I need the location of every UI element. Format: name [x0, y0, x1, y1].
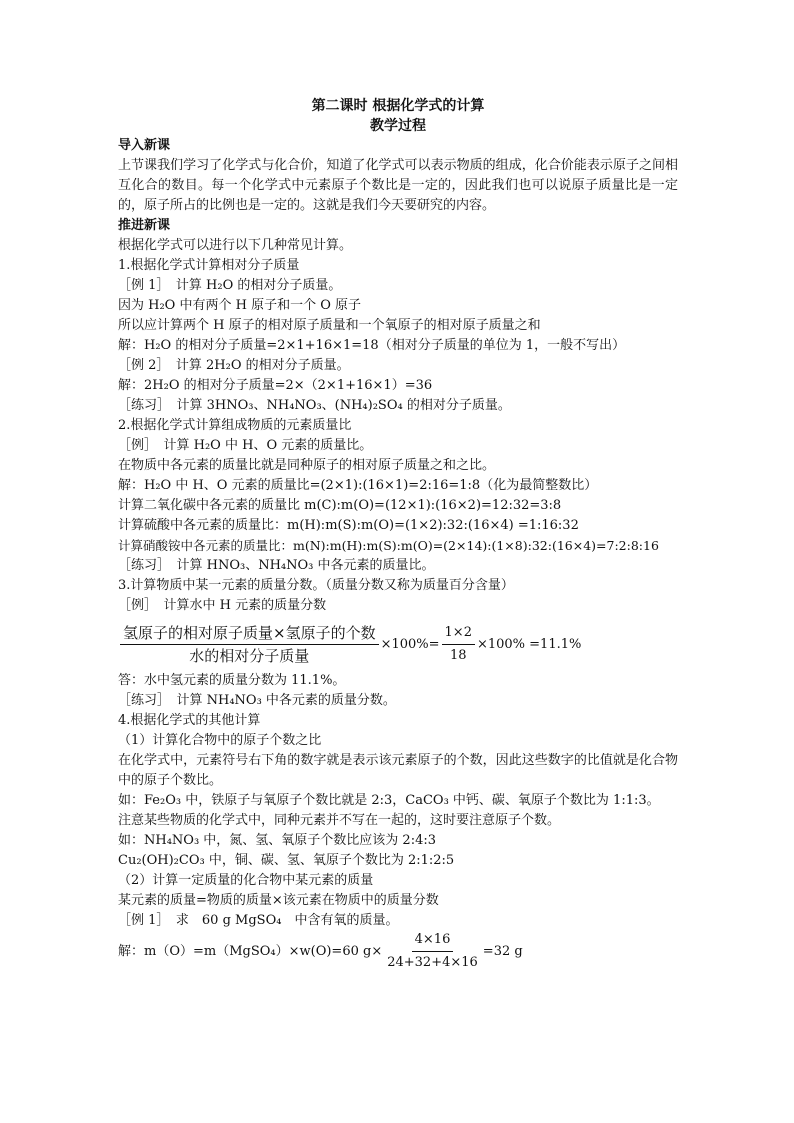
s1-example-1: ［例 1］ 计算 H₂O 的相对分子质量。 [118, 278, 342, 293]
s1-line-4: 解：2H₂O 的相对分子质量=2×（2×1+16×1）=36 [118, 378, 433, 393]
s2-example: ［例］ 计算 H₂O 中 H、O 元素的质量比。 [118, 438, 373, 453]
s1-line-1: 因为 H₂O 中有两个 H 原子和一个 O 原子 [118, 298, 361, 313]
s1-line-3: 解：H₂O 的相对分子质量=2×1+16×1=18（相对分子质量的单位为 1，一般不写出） [118, 338, 626, 353]
document-title: 第二课时 根据化学式的计算 [311, 98, 485, 114]
s1-practice: ［练习］ 计算 3HNO₃、NH₄NO₃、(NH₄)₂SO₄ 的相对分子质量。 [118, 398, 511, 413]
s4-text-2: 如：Fe₂O₃ 中，铁原子与氧原子个数比就是 2:3，CaCO₃ 中钙、碳、氧原子个数比为 1:1:3。 [118, 793, 660, 808]
s4-example: ［例 1］ 求 60 g MgSO₄ 中含有氧的质量。 [118, 913, 399, 928]
document-page [118, 96, 678, 972]
section-1-heading: 1.根据化学式计算相对分子质量 [118, 258, 300, 273]
s4-text-5: Cu₂(OH)₂CO₃ 中，铜、碳、氢、氧原子个数比为 2:1:2:5 [118, 853, 455, 868]
intro-heading: 导入新课 [118, 138, 171, 153]
s2-line-3: 计算二氧化碳中各元素的质量比 m(C):m(O)=(12×1):(16×2)=12:32=3:8 [118, 498, 562, 513]
s4-subheading-2: （2）计算一定质量的化合物中某元素的质量 [118, 873, 374, 888]
formula-denominator-2: 18 [449, 648, 467, 663]
s3-example: ［例］ 计算水中 H 元素的质量分数 [118, 598, 327, 613]
s2-line-2: 解：H₂O 中 H、O 元素的质量比=(2×1):(16×1)=2:16=1:8（化为最简整数比） [118, 478, 598, 493]
s1-line-2: 所以应计算两个 H 原子的相对原子质量和一个氧原子的相对原子质量之和 [118, 318, 541, 333]
oxygen-formula-fraction [384, 931, 481, 972]
section-2-heading: 2.根据化学式计算组成物质的元素质量比 [118, 418, 352, 433]
formula-fraction-2 [442, 624, 475, 665]
section-4-heading: 4.根据化学式的其他计算 [118, 713, 261, 728]
s4-text-3: 注意某些物质的化学式中，同种元素并不写在一起的，这时要注意原子个数。 [118, 813, 561, 828]
formula-denominator-1: 水的相对分子质量 [189, 647, 310, 665]
s3-practice: ［练习］ 计算 NH₄NO₃ 中各元素的质量分数。 [118, 693, 396, 708]
s2-line-1: 在物质中各元素的质量比就是同种原子的相对原子质量之和之比。 [118, 458, 496, 473]
s1-example-2: ［例 2］ 计算 2H₂O 的相对分子质量。 [118, 358, 350, 373]
formula-numerator-2: 1×2 [442, 624, 475, 645]
formula-result: ×100% =11.1% [476, 636, 582, 652]
s4-text-1: 在化学式中，元素符号右下角的数字就是表示该元素原子的个数，因此这些数字的比值就是化合物中的原子个数比。 [118, 753, 678, 788]
document-subtitle: 教学过程 [370, 118, 426, 134]
intro-text: 上节课我们学习了化学式与化合价，知道了化学式可以表示物质的组成，化合价能表示原子之间相互化合的数目。每一个化学式中元素原子个数比是一定的，因此我们也可以说原子质量比是一定的，原子所占的比例也是一定的。这就是我们今天要研究的内容。 [118, 158, 678, 213]
formula-numerator-1: 氢原子的相对原子质量×氢原子的个数 [120, 624, 379, 645]
new-lesson-heading: 推进新课 [118, 218, 171, 233]
oxygen-formula-numerator: 4×16 [412, 931, 454, 952]
mass-fraction-formula [118, 624, 678, 665]
oxygen-formula-result: =32 g [482, 943, 523, 959]
s2-line-4: 计算硫酸中各元素的质量比：m(H):m(S):m(O)=(1×2):32:(16×4) =1:16:32 [118, 518, 579, 533]
formula-fraction-1 [120, 624, 379, 665]
section-3-heading: 3.计算物质中某一元素的质量分数。（质量分数又称为质量百分含量） [118, 578, 514, 593]
oxygen-formula-prefix: 解：m（O）=m（MgSO₄）×w(O)=60 g× [118, 943, 383, 959]
oxygen-mass-formula [118, 931, 678, 972]
s2-practice: ［练习］ 计算 HNO₃、NH₄NO₃ 中各元素的质量比。 [118, 558, 435, 573]
s3-answer: 答：水中氢元素的质量分数为 11.1%。 [118, 673, 346, 688]
s4-text-6: 某元素的质量=物质的质量×该元素在物质中的质量分数 [118, 893, 439, 908]
oxygen-formula-denominator: 24+32+4×16 [387, 955, 478, 970]
new-lesson-lead: 根据化学式可以进行以下几种常见计算。 [118, 238, 353, 253]
s4-text-4: 如：NH₄NO₃ 中，氮、氢、氧原子个数比应该为 2:4:3 [118, 833, 437, 848]
formula-middle: ×100%= [380, 636, 440, 652]
s4-subheading-1: （1）计算化合物中的原子个数之比 [118, 733, 322, 748]
s2-line-5: 计算硝酸铵中各元素的质量比：m(N):m(H):m(S):m(O)=(2×14):(1×8):32:(16×4)=7:2:8:16 [118, 538, 659, 553]
